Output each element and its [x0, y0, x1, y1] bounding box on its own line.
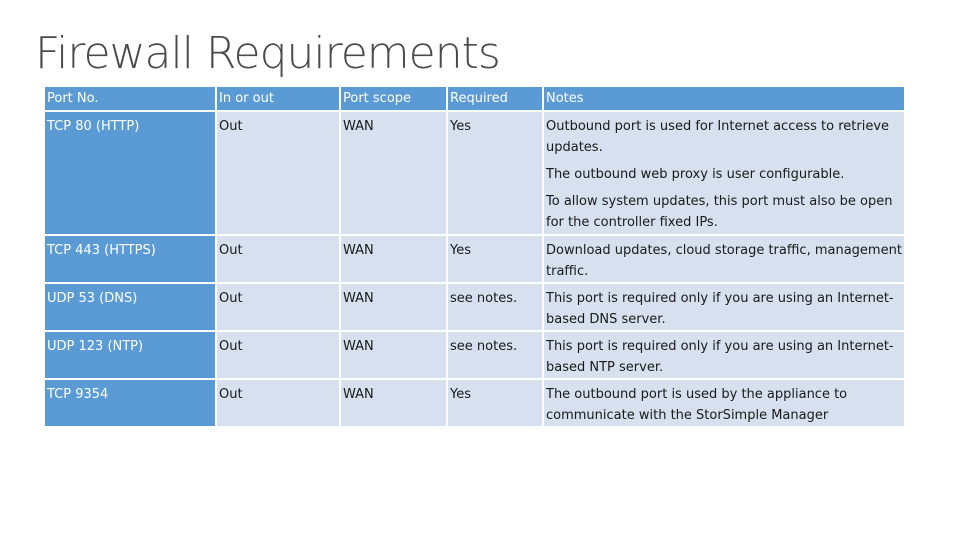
scope-cell: WAN: [341, 236, 448, 284]
scope-cell: WAN: [341, 332, 448, 380]
direction-cell: Out: [217, 284, 341, 332]
note-paragraph: Download updates, cloud storage traffic, management traffic.: [546, 243, 902, 279]
scope-cell: WAN: [341, 112, 448, 236]
table-row: [45, 112, 904, 236]
required-cell: Yes: [448, 236, 544, 284]
scope-cell: WAN: [341, 284, 448, 332]
notes-cell: [544, 236, 904, 284]
slide-title: Firewall Requirements: [35, 28, 500, 79]
notes-cell: [544, 284, 904, 332]
table-row: [45, 332, 904, 380]
header-required: Required: [448, 87, 544, 112]
note-paragraph: To allow system updates, this port must also be open for the controller fixed IPs.: [546, 194, 893, 230]
header-in-or-out: In or out: [217, 87, 341, 112]
header-notes: Notes: [544, 87, 904, 112]
notes-cell: [544, 380, 904, 428]
direction-cell: Out: [217, 236, 341, 284]
scope-cell: WAN: [341, 380, 448, 428]
note-paragraph: This port is required only if you are using an Internet-based DNS server.: [546, 291, 894, 327]
required-cell: Yes: [448, 112, 544, 236]
header-port-scope: Port scope: [341, 87, 448, 112]
notes-cell: [544, 332, 904, 380]
port-cell: TCP 443 (HTTPS): [45, 236, 217, 284]
port-cell: TCP 9354: [45, 380, 217, 428]
required-cell: see notes.: [448, 284, 544, 332]
table-row: [45, 236, 904, 284]
table-header-row: [45, 87, 904, 112]
table-row: [45, 284, 904, 332]
note-paragraph: The outbound port is used by the appliance to communicate with the StorSimple Manager: [546, 387, 848, 423]
note-paragraph: This port is required only if you are using an Internet-based NTP server.: [546, 339, 894, 375]
firewall-requirements-table: [45, 87, 904, 428]
note-paragraph: Outbound port is used for Internet access to retrieve updates.: [546, 119, 890, 155]
direction-cell: Out: [217, 332, 341, 380]
required-cell: see notes.: [448, 332, 544, 380]
header-port-no: Port No.: [45, 87, 217, 112]
notes-cell: [544, 112, 904, 236]
port-cell: UDP 53 (DNS): [45, 284, 217, 332]
direction-cell: Out: [217, 112, 341, 236]
required-cell: Yes: [448, 380, 544, 428]
direction-cell: Out: [217, 380, 341, 428]
port-cell: TCP 80 (HTTP): [45, 112, 217, 236]
port-cell: UDP 123 (NTP): [45, 332, 217, 380]
table-row: [45, 380, 904, 428]
note-paragraph: The outbound web proxy is user configurable.: [546, 167, 845, 182]
